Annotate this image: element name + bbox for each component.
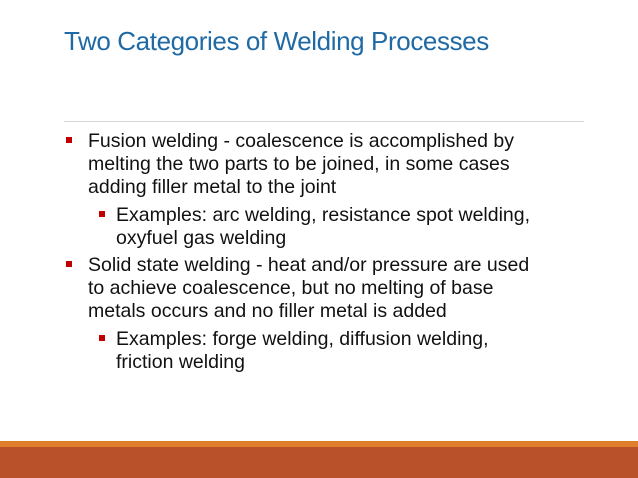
bullet-line: Fusion welding - coalescence is accomplished by	[88, 130, 514, 152]
sub-bullet-item-fusion-examples	[116, 204, 530, 250]
slide-title: Two Categories of Welding Processes	[64, 26, 489, 56]
bullet-line: melting the two parts to be joined, in some cases	[88, 153, 510, 175]
bullet-line: Solid state welding - heat and/or pressure are used	[88, 254, 530, 276]
sub-bullet-icon	[99, 335, 105, 341]
title-divider	[64, 121, 584, 122]
bullet-item-solid-state-welding	[88, 254, 529, 323]
bullet-line: Examples: forge welding, diffusion welding,	[116, 328, 489, 350]
bullet-line: to achieve coalescence, but no melting of base	[88, 277, 494, 299]
bullet-item-fusion-welding	[88, 130, 514, 199]
bullet-line: metals occurs and no filler metal is added	[88, 300, 447, 322]
sub-bullet-item-solid-state-examples	[116, 328, 489, 374]
bullet-icon	[66, 261, 72, 267]
bullet-line: Examples: arc welding, resistance spot welding,	[116, 204, 531, 226]
bullet-line: oxyfuel gas welding	[116, 227, 287, 249]
bullet-line: adding filler metal to the joint	[88, 176, 337, 198]
bullet-icon	[66, 137, 72, 143]
bullet-line: friction welding	[116, 351, 245, 373]
footer-bar	[0, 447, 638, 478]
sub-bullet-icon	[99, 211, 105, 217]
